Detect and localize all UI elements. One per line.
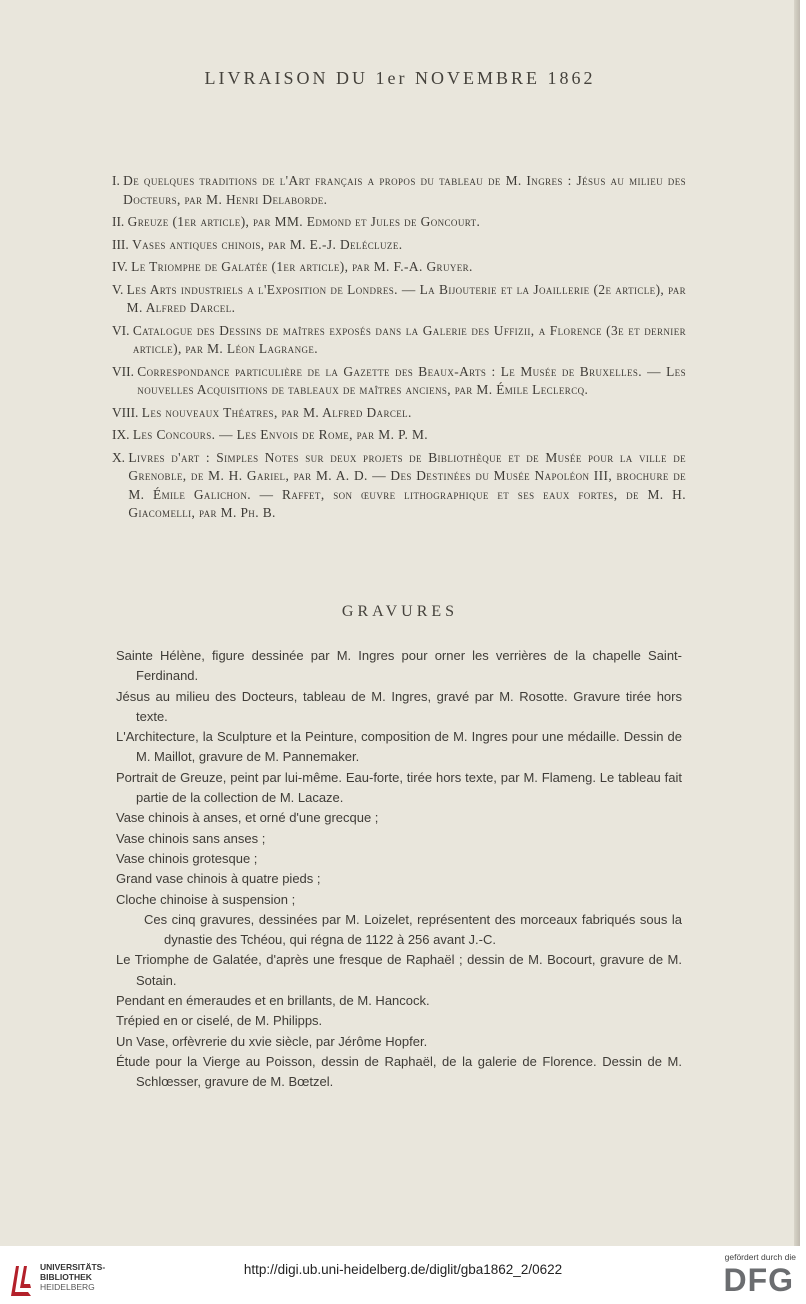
- toc-entry-text: De quelques traditions de l'Art français a propos du tableau de M. Ingres : Jésus au milieu des Docteurs, par M. Henri Delaborde.: [123, 173, 686, 207]
- toc-entry-number: IX.: [112, 427, 133, 442]
- toc-entry-number: VII.: [112, 363, 138, 379]
- toc-entry: [112, 236, 686, 255]
- toc-entry: [112, 363, 686, 400]
- toc-entry-text: Livres d'art : Simples Notes sur deux projets de Bibliothèque et de Musée pour la ville de Grenoble, de M. H. Gariel, par M. A. D. — Des Destinées du Musée Napoléon III, brochure de M. Émile Galichon. — Raffet, son œuvre lithographique et ses eaux fortes, de M. H. Giacomelli, par M. Ph. B.: [128, 449, 686, 520]
- toc-entry-number: I.: [112, 173, 124, 188]
- gravure-item: Grand vase chinois à quatre pieds ;: [116, 871, 321, 887]
- dfg-logo: DFG: [723, 1262, 794, 1298]
- toc-entry-number: II.: [112, 214, 128, 229]
- gravure-item: Sainte Hélène, figure dessinée par M. Ingres pour orner les verrières de la chapelle Saint-Ferdinand.: [116, 648, 682, 684]
- toc-entry: [112, 258, 686, 277]
- toc-entry-number: III.: [112, 236, 133, 252]
- toc-entry-text: Vases antiques chinois, par M. E.-J. Delécluze.: [132, 236, 403, 252]
- gravure-item: Portrait de Greuze, peint par lui-même. Eau-forte, tirée hors texte, par M. Flameng. Le tableau fait partie de la collection de M. Lacaze.: [116, 769, 682, 806]
- funded-by-label: gefördert durch die: [724, 1252, 796, 1262]
- toc-entry-number: VI.: [112, 322, 133, 338]
- toc-entry-text: Les Arts industriels a l'Exposition de Londres. — La Bijouterie et la Joaillerie (2e article), par M. Alfred Darcel.: [126, 281, 686, 315]
- gravure-item: Étude pour la Vierge au Poisson, dessin de Raphaël, de la galerie de Florence. Dessin de M. Schlœsser, gravure de M. Bœtzel.: [116, 1053, 682, 1090]
- toc-entry: [112, 449, 686, 523]
- gravure-item: L'Architecture, la Sculpture et la Peinture, composition de M. Ingres pour une médaille. Dessin de M. Maillot, gravure de M. Pannemaker.: [116, 729, 682, 765]
- toc-entry-text: Les Concours. — Les Envois de Rome, par M. P. M.: [132, 427, 429, 442]
- toc-entry: [112, 172, 686, 209]
- toc-entry-text: Le Triomphe de Galatée (1er article), par M. F.-A. Gruyer.: [131, 259, 473, 274]
- gravure-item: Cloche chinoise à suspension ;: [116, 891, 296, 907]
- gravure-item: Trépied en or ciselé, de M. Philipps.: [116, 1013, 323, 1029]
- toc-entry: [112, 281, 686, 318]
- toc-entry-number: VIII.: [112, 404, 142, 420]
- gravure-item: Vase chinois grotesque ;: [116, 850, 258, 866]
- toc-entry-text: Catalogue des Dessins de maîtres exposés dans la Galerie des Uffizii, a Florence (3e et dernier article), par M. Léon Lagrange.: [132, 322, 686, 356]
- toc-entry-number: V.: [112, 281, 127, 297]
- gravure-item: Vase chinois sans anses ;: [116, 830, 266, 846]
- permalink-url[interactable]: http://digi.ub.uni-heidelberg.de/diglit/gba1862_2/0622: [243, 1262, 563, 1277]
- toc-entry-number: IV.: [112, 259, 132, 274]
- library-line-3: HEIDELBERG: [40, 1282, 95, 1292]
- section-title: GRAVURES: [341, 603, 459, 620]
- toc-entry-number: X.: [112, 449, 129, 465]
- gravure-note: Ces cinq gravures, dessinées par M. Loizelet, représentent des morceaux fabriqués sous la dynastie des Tchéou, qui régna de 1122 à 256 avant J.-C.: [144, 911, 682, 948]
- gravure-item: Jésus au milieu des Docteurs, tableau de M. Ingres, gravé par M. Rosotte. Gravure tirée hors texte.: [116, 688, 682, 724]
- toc-entry-text: Correspondance particulière de la Gazette des Beaux-Arts : Le Musée de Bruxelles. — Les nouvelles Acquisitions de tableaux de maîtres anciens, par M. Émile Leclercq.: [137, 363, 686, 397]
- gravure-item: Le Triomphe de Galatée, d'après une fresque de Raphaël ; dessin de M. Bocourt, gravure de M. Sotain.: [116, 952, 682, 988]
- gravure-item: Vase chinois à anses, et orné d'une grecque ;: [116, 810, 379, 826]
- table-of-contents: [112, 172, 686, 527]
- toc-entry: [112, 213, 686, 232]
- toc-entry: [112, 404, 686, 423]
- gravure-item: Un Vase, orfèvrerie du xvie siècle, par Jérôme Hopfer.: [116, 1033, 428, 1049]
- toc-entry-text: Les nouveaux Théatres, par M. Alfred Darcel.: [141, 404, 412, 420]
- toc-entry: [112, 426, 686, 445]
- page-title: LIVRAISON DU 1er NOVEMBRE 1862: [204, 68, 596, 88]
- toc-entry: [112, 322, 686, 359]
- library-line-2: BIBLIOTHEK: [40, 1272, 92, 1282]
- gravures-list: [116, 646, 682, 1093]
- toc-entry-text: Greuze (1er article), par MM. Edmond et Jules de Goncourt.: [127, 214, 481, 229]
- gravure-item: Pendant en émeraudes et en brillants, de M. Hancock.: [116, 993, 430, 1009]
- library-line-1: UNIVERSITÄTS-: [40, 1262, 106, 1272]
